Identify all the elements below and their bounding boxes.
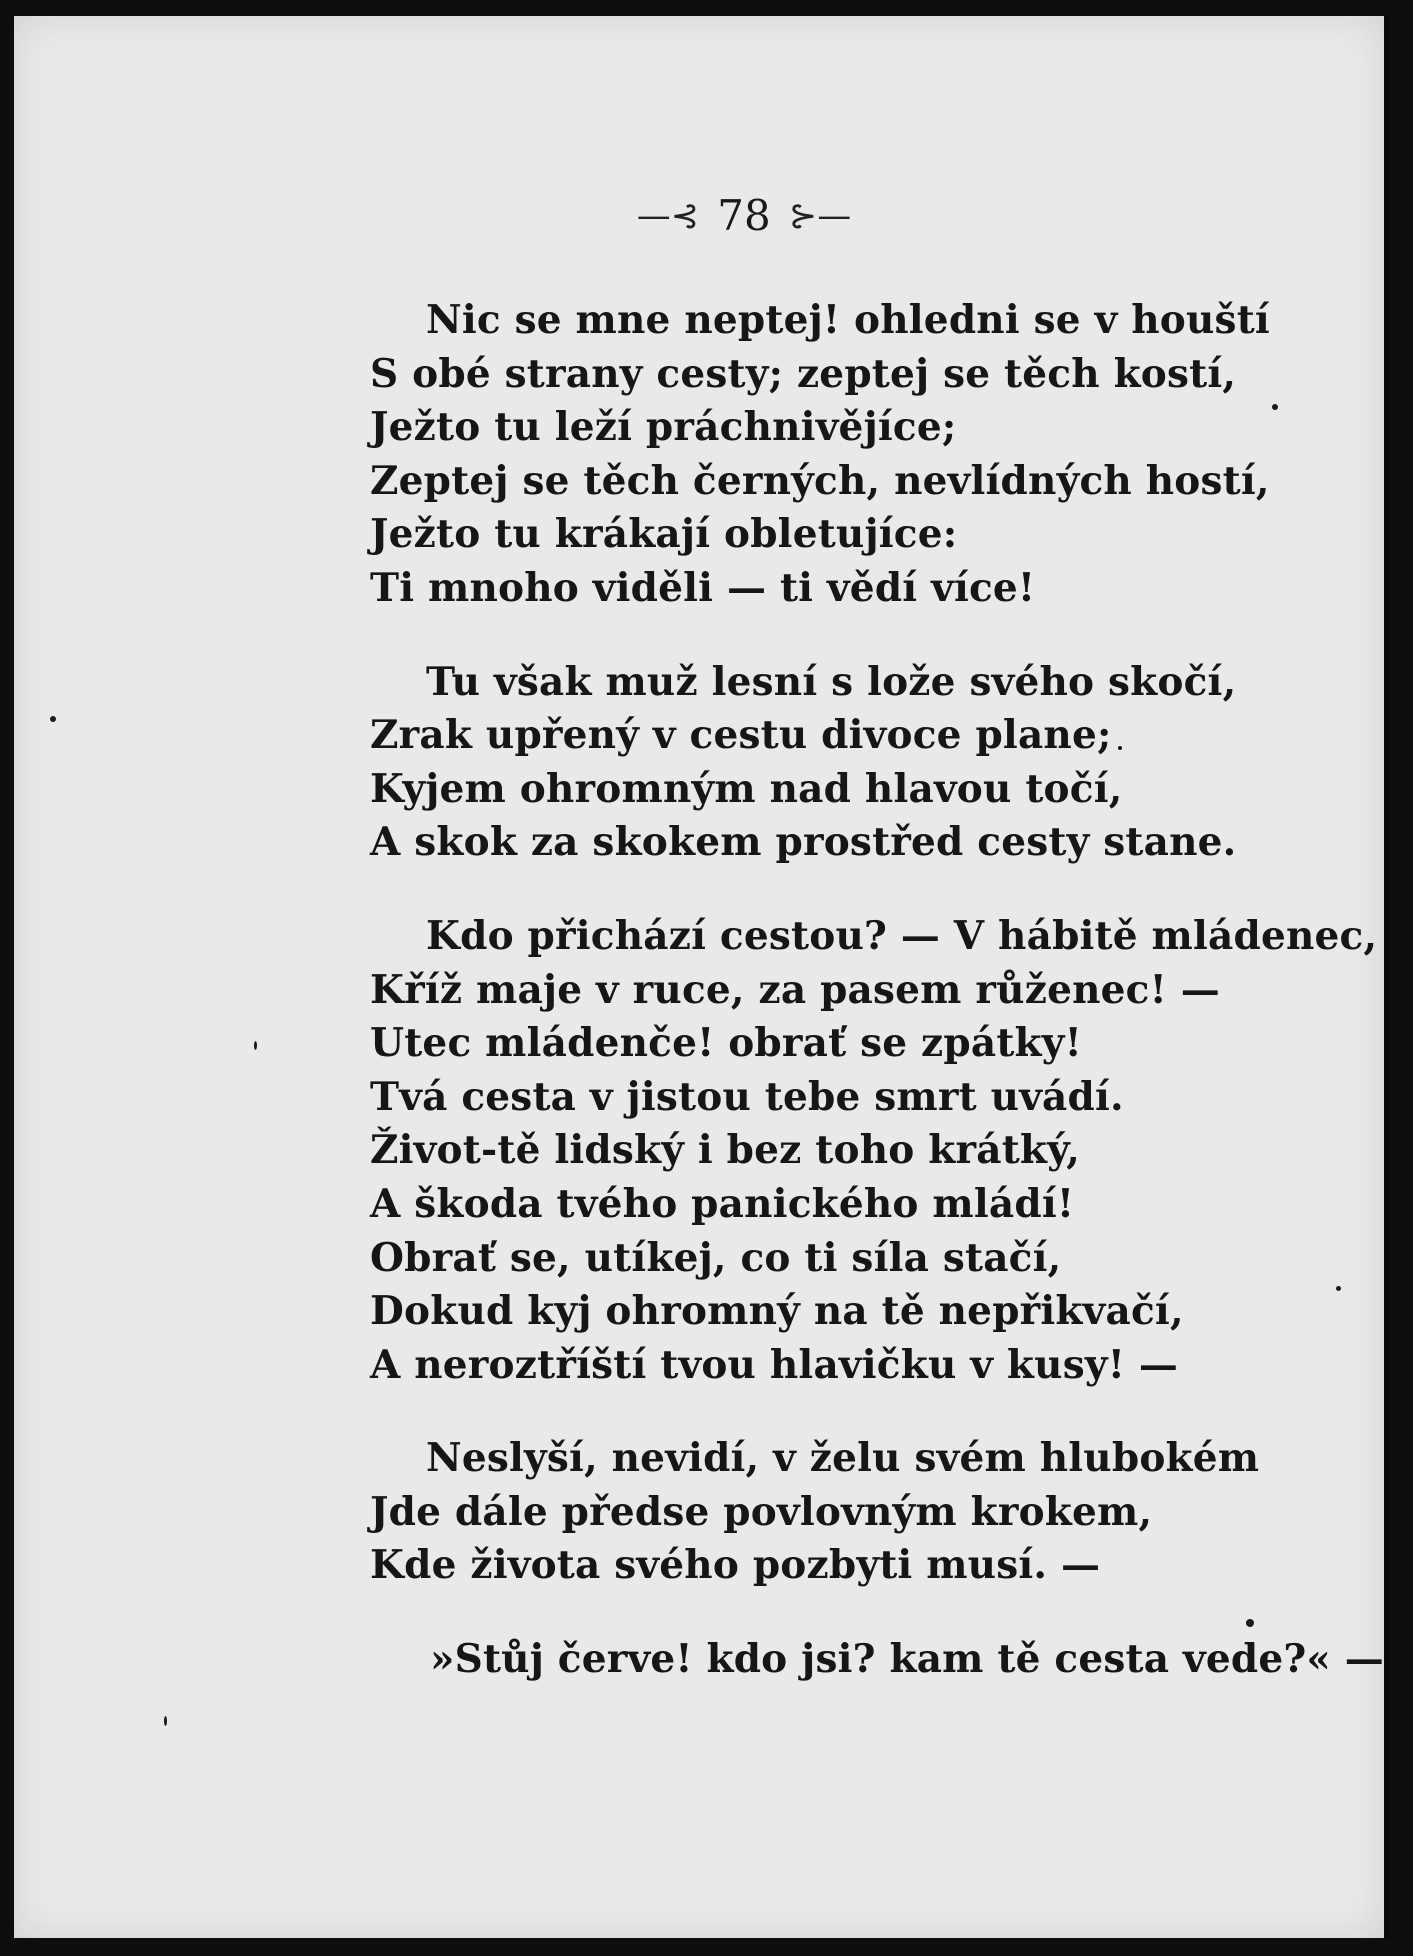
poem-line: Zeptej se těch černých, nevlídných hostí, <box>370 457 1270 504</box>
stanza-2 <box>370 656 1320 870</box>
page-header <box>14 191 1384 240</box>
stanza-3 <box>370 910 1378 1392</box>
poem-line: Ježto tu krákají obletujíce: <box>370 511 958 558</box>
book-page <box>14 16 1390 1938</box>
left-ornament-icon: —⊰ <box>636 195 700 236</box>
poem-line: Dokud kyj ohromný na tě nepřikvačí, <box>370 1288 1184 1335</box>
poem-line: A skok za skokem prostřed cesty stane. <box>370 819 1237 866</box>
poem-line: Tu však muž lesní s lože svého skočí, <box>426 658 1237 705</box>
ink-speck <box>164 1716 167 1726</box>
closing-line: »Stůj červe! kdo jsi? kam tě cesta vede?« — <box>430 1636 1384 1683</box>
ink-speck <box>1336 1286 1341 1291</box>
poem-line: Ježto tu leží práchnivějíce; <box>370 404 957 451</box>
poem-line: Kyjem ohromným nad hlavou točí, <box>370 765 1123 812</box>
poem-line: Zrak upřený v cestu divoce plane; <box>370 712 1112 759</box>
poem-line: Jde dále předse povlovným krokem, <box>370 1488 1153 1535</box>
poem-line: S obé strany cesty; zeptej se těch kostí, <box>370 350 1237 397</box>
poem-line: Neslyší, nevidí, v želu svém hlubokém <box>426 1435 1260 1482</box>
right-ornament-icon: ⊱— <box>788 195 852 236</box>
page-number: 78 <box>717 191 771 240</box>
poem-line: Kříž maje v ruce, za pasem růženec! — <box>370 966 1220 1013</box>
stanza-1 <box>370 294 1320 616</box>
ink-speck <box>50 716 56 722</box>
poem-line: Život-tě lidský i bez toho krátký, <box>370 1127 1081 1174</box>
poem-line: Obrať se, utíkej, co ti síla stačí, <box>370 1234 1062 1281</box>
ink-speck <box>254 1041 257 1050</box>
poem-text <box>370 294 1384 1687</box>
poem-line: Kdo přichází cestou? — V hábitě mládenec, <box>426 912 1378 959</box>
poem-line: Utec mládenče! obrať se zpátky! <box>370 1020 1082 1067</box>
poem-line: Ti mnoho viděli — ti vědí více! <box>370 564 1036 611</box>
stanza-4 <box>370 1432 1320 1593</box>
poem-line: Tvá cesta v jistou tebe smrt uvádí. <box>370 1073 1124 1120</box>
poem-line: A neroztříští tvou hlavičku v kusy! — <box>370 1341 1179 1388</box>
poem-line: A škoda tvého panického mládí! <box>370 1180 1075 1227</box>
poem-line: Kde života svého pozbyti musí. — <box>370 1542 1101 1589</box>
poem-line: Nic se mne neptej! ohledni se v houští <box>426 297 1270 343</box>
